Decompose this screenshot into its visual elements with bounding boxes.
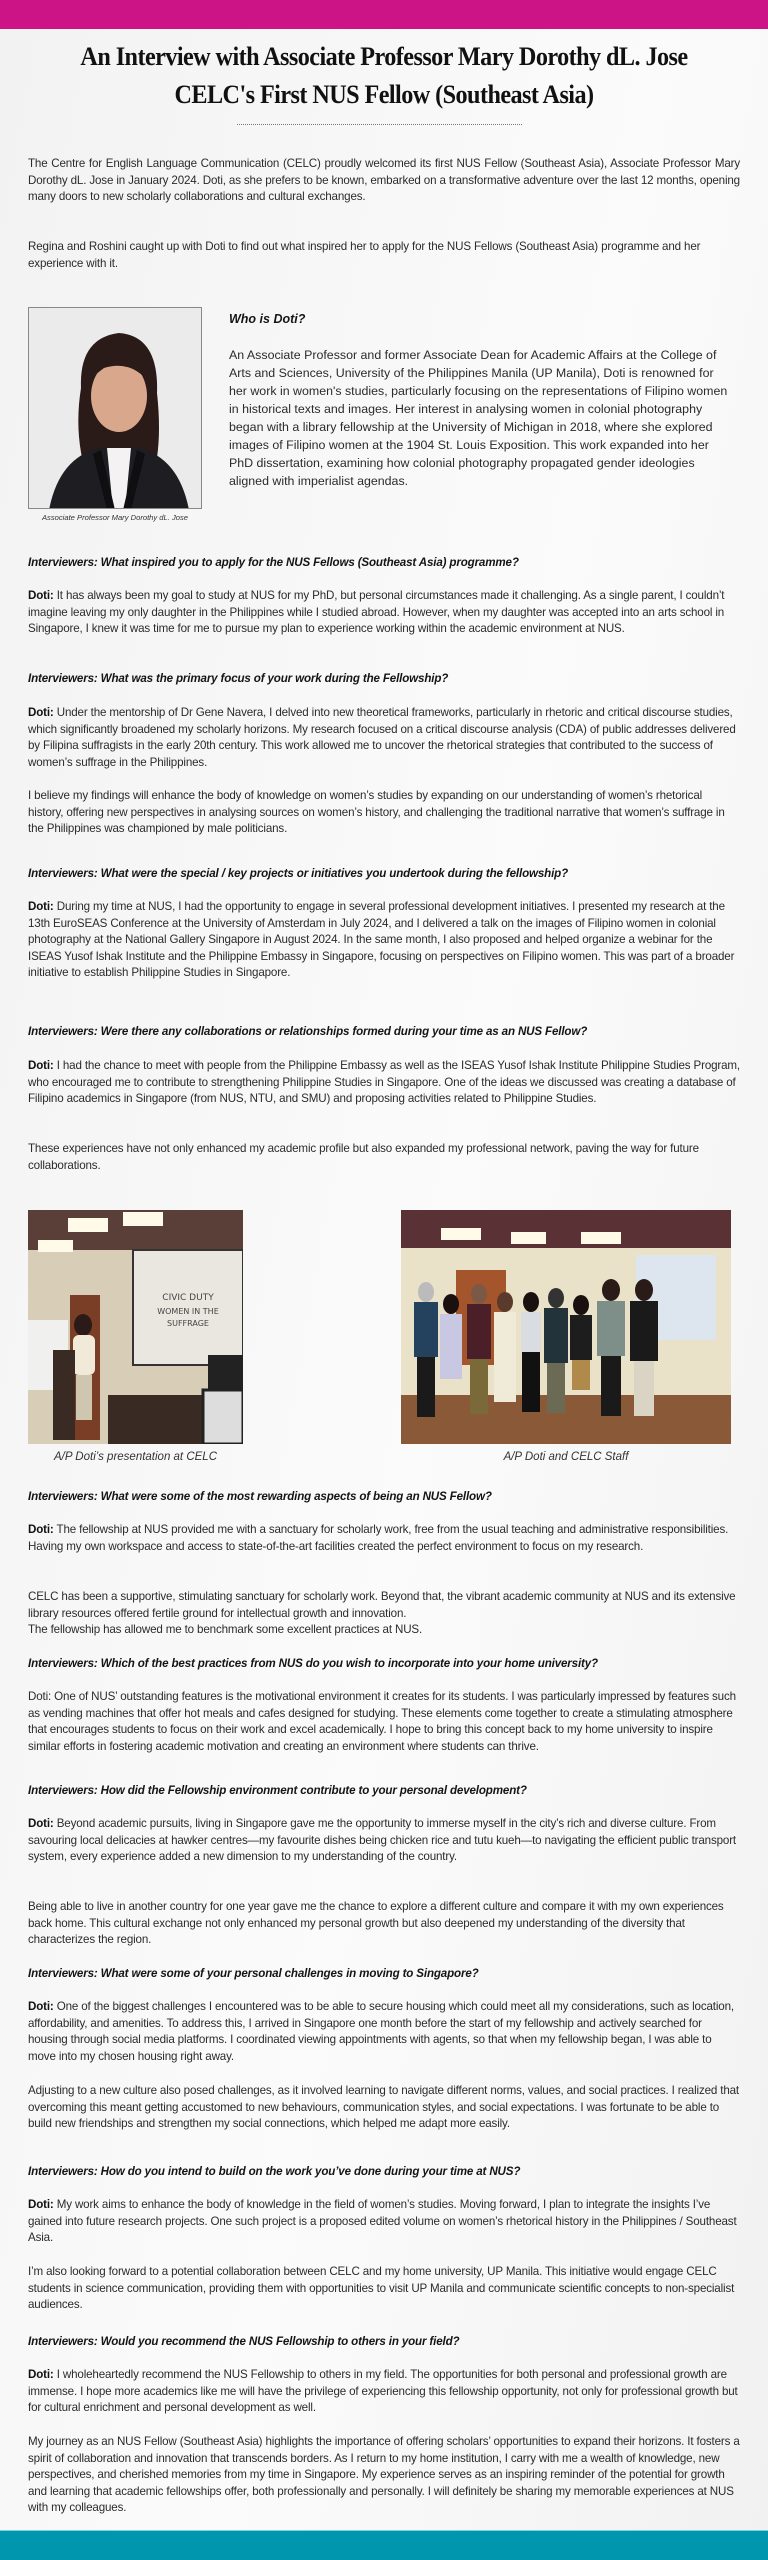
title-line-1: An Interview with Associate Professor Mary Dorothy dL. Jose (80, 42, 688, 71)
question: Interviewers: Would you recommend the NUS Fellowship to others in your field? (28, 2335, 460, 2348)
speaker-label: Doti: (28, 2368, 54, 2381)
speaker-label: Doti: (28, 1817, 54, 1830)
answer: Doti: Beyond academic pursuits, living in Singapore gave me the opportunity to immerse myself in the city’s rich and diverse culture. From savouring local delicacies at hawker centres—my favourite dishes being chicken rice and tutu kueh—to navigating the efficient public transport system, every experience added a new dimension to my understanding of the country. (28, 1817, 737, 1864)
question: Interviewers: How do you intend to build on the work you’ve done during your time at NUS? (28, 2165, 521, 2178)
bottom-accent-bar (0, 2530, 768, 2560)
group-photo-caption: A/P Doti and CELC Staff (503, 1451, 629, 1463)
bio-paragraph: An Associate Professor and former Associate Dean for Academic Affairs at the College of Arts and Sciences, University of the Philippines Manila (UP Manila), Doti is renowned for her work in women's studies, particularly focusing on the representations of Filipino women in historical texts and images. Her interest in analysing women in colonial photography began with a library fellowship at the University of Michigan in 2018, where she explored images of Filipino women at the 1904 St. Louis Exposition. This work expanded into her PhD dissertation, examining how colonial photography propagated gender ideologies aligned with imperialist agendas. (229, 348, 728, 488)
top-accent-bar (0, 0, 768, 29)
title-line-2: CELC's First NUS Fellow (Southeast Asia) (174, 80, 594, 109)
question: Interviewers: What inspired you to apply for the NUS Fellows (Southeast Asia) programme? (28, 556, 519, 569)
intro-paragraph: The Centre for English Language Communication (CELC) proudly welcomed its first NUS Fellow (Southeast Asia), Associate Professor Mary Dorothy dL. Jose in January 2024. Doti, as she prefers to be known, embarked on a transformative adventure over the last 12 months, opening many doors to new scholarly collaborations and cultural exchanges. (28, 157, 740, 204)
speaker-label: Doti: (28, 900, 54, 913)
presentation-photo (28, 1210, 243, 1444)
speaker-label: Doti: (28, 2198, 54, 2211)
answer-paragraph: Adjusting to a new culture also posed challenges, as it involved learning to navigate different norms, values, and social practices. I realized that overcoming this meant getting accustomed to new behaviours, communication styles, and social expectations. I was fortunate to be able to build new friendships and strengthen my social connections, which helped me adapt more easily. (28, 2084, 739, 2131)
answer: Doti: It has always been my goal to study at NUS for my PhD, but personal circumstances made it challenging. As a single parent, I couldn’t imagine leaving my only daughter in the Philippines while I studied abroad. However, when my daughter was accepted into an arts school in Singapore, I knew it was time for me to pursue my plan to experience working within the academic environment at NUS. (28, 589, 725, 636)
svg-text:SUFFRAGE: SUFFRAGE (167, 1319, 209, 1328)
question: Interviewers: Which of the best practices from NUS do you wish to incorporate into your home university? (28, 1657, 598, 1670)
speaker-label: Doti: (28, 1523, 54, 1536)
question: Interviewers: Were there any collaborations or relationships formed during your time as an NUS Fellow? (28, 1025, 588, 1038)
answer: Doti: One of the biggest challenges I encountered was to be able to secure housing which could meet all my considerations, such as location, affordability, and amenities. To address this, I arrived in Singapore one month before the start of my fellowship and actively searched for housing through social media platforms. I coordinated viewing appointments with agents, so that when my fellowship began, I was able to move into my chosen housing right away. (28, 2000, 734, 2063)
question: Interviewers: What were the special / key projects or initiatives you undertook during the fellowship? (28, 867, 569, 880)
page-title (27, 38, 741, 114)
answer: Doti: During my time at NUS, I had the opportunity to engage in several professional development initiatives. I presented my research at the 13th EuroSEAS Conference at the University of Amsterdam in July 2024, and I delivered a talk on the images of Filipino women in colonial photography at the National Gallery Singapore in August 2024. In the same month, I also proposed and helped organize a webinar for the ISEAS Yusof Ishak Institute and the Philippine Embassy in Singapore, focusing on perspectives on Filipino women. This was part of a broader initiative to establish Philippine Studies in Singapore. (28, 900, 735, 980)
question: Interviewers: What were some of your personal challenges in moving to Singapore? (28, 1967, 479, 1980)
presentation-photo-caption: A/P Doti’s presentation at CELC (54, 1451, 217, 1463)
title-divider (237, 124, 522, 125)
svg-text:CIVIC DUTY: CIVIC DUTY (162, 1293, 214, 1303)
who-is-doti-heading: Who is Doti? (229, 312, 306, 326)
speaker-label: Doti: (28, 589, 54, 602)
answer-paragraph: Being able to live in another country for one year gave me the chance to explore a different culture and compare it with my own experiences back home. This cultural exchange not only enhanced my personal growth but also deepened my understanding of the diversity that characterizes the region. (28, 1900, 724, 1947)
question: Interviewers: How did the Fellowship environment contribute to your personal development? (28, 1784, 527, 1797)
answer: Doti: Under the mentorship of Dr Gene Navera, I delved into new theoretical frameworks, particularly in rhetoric and critical discourse studies, which significantly broadened my scholarly horizons. My research focused on a critical discourse analysis (CDA) of public addresses delivered by Filipina suffragists in the early 20th century. This work allowed me to uncover the rhetorical strategies that contributed to the success of women’s suffrage in the Philippines. (28, 706, 736, 769)
group-photo (401, 1210, 731, 1444)
answer-paragraph: I believe my findings will enhance the body of knowledge on women’s studies by expanding on our understanding of women’s rhetorical history, offering new perspectives in analysing sources on women’s history, and challenging the traditional narrative that women’s suffrage in the Philippines was championed by male politicians. (28, 789, 725, 836)
intro-paragraph: Regina and Roshini caught up with Doti to find out what inspired her to apply for the NUS Fellows (Southeast Asia) programme and her experience with it. (28, 240, 701, 270)
svg-text:WOMEN IN THE: WOMEN IN THE (157, 1307, 219, 1316)
speaker-label: Doti: (28, 706, 54, 719)
answer: Doti: I wholeheartedly recommend the NUS Fellowship to others in my field. The opportunities for both personal and professional growth are immense. I hope more academics like me will have the privilege of experiencing this fellowship opportunity, not only for professional growth but for cultural enrichment and personal development as well. (28, 2368, 738, 2415)
answer-paragraph: My journey as an NUS Fellow (Southeast Asia) highlights the importance of offering scholars’ opportunities to expand their horizons. It fosters a spirit of collaboration and innovation that transcends borders. As I return to my home institution, I carry with me a wealth of knowledge, new perspectives, and cherished memories from my time in Singapore. My experience serves as an inspiring reminder of the potential for growth and learning that academic fellowships offer, both professionally and personally. I will definitely be sharing my memorable experiences at NUS with my colleagues. (28, 2435, 740, 2515)
answer-paragraph: These experiences have not only enhanced my academic profile but also expanded my professional network, paving the way for future collaborations. (28, 1142, 699, 1172)
speaker-label: Doti: (28, 2000, 54, 2013)
answer: Doti: The fellowship at NUS provided me with a sanctuary for scholarly work, free from the usual teaching and administrative responsibilities. Having my own workspace and access to state-of-the-art facilities created the perfect environment to focus on my research. (28, 1523, 729, 1553)
question: Interviewers: What were some of the most rewarding aspects of being an NUS Fellow? (28, 1490, 492, 1503)
portrait-caption: Associate Professor Mary Dorothy dL. Jose (41, 513, 189, 522)
answer-paragraph: CELC has been a supportive, stimulating sanctuary for scholarly work. Beyond that, the vibrant academic community at NUS and its extensive library resources offered fertile ground for intellectual growth and innovation. (28, 1590, 736, 1620)
question: Interviewers: What was the primary focus of your work during the Fellowship? (28, 672, 449, 685)
portrait-photo (28, 307, 202, 509)
answer: Doti: I had the chance to meet with people from the Philippine Embassy as well as the ISEAS Yusof Ishak Institute Philippine Studies Program, who encouraged me to contribute to strengthening Philippine Studies in Singapore. One of the ideas we discussed was creating a database of Filipino academics in Singapore (from NUS, NTU, and SMU) and proposing activities related to Philippine Studies. (28, 1059, 741, 1106)
answer-paragraph: I’m also looking forward to a potential collaboration between CELC and my home university, UP Manila. This initiative would engage CELC students in science communication, providing them with opportunities to visit UP Manila and communicate scientific concepts to non-specialist audiences. (28, 2265, 735, 2312)
answer-paragraph: The fellowship has allowed me to benchmark some excellent practices at NUS. (28, 1623, 423, 1636)
answer: Doti: My work aims to enhance the body of knowledge in the field of women’s studies. Moving forward, I plan to integrate the insights I’ve gained into future research projects. One such project is a proposed edited volume on women’s rhetorical history in the Philippines / Southeast Asia. (28, 2198, 737, 2245)
answer-paragraph: Doti: One of NUS’ outstanding features is the motivational environment it creates for its students. I was particularly impressed by features such as vending machines that offer hot meals and cafes designed for studying. These elements come together to create a stimulating atmosphere that encourages students to focus on their work and excel academically. I hope to bring this concept back to my home university to inspire similar efforts in fostering academic motivation and creating an environment where students can thrive. (28, 1690, 736, 1753)
speaker-label: Doti: (28, 1059, 54, 1072)
